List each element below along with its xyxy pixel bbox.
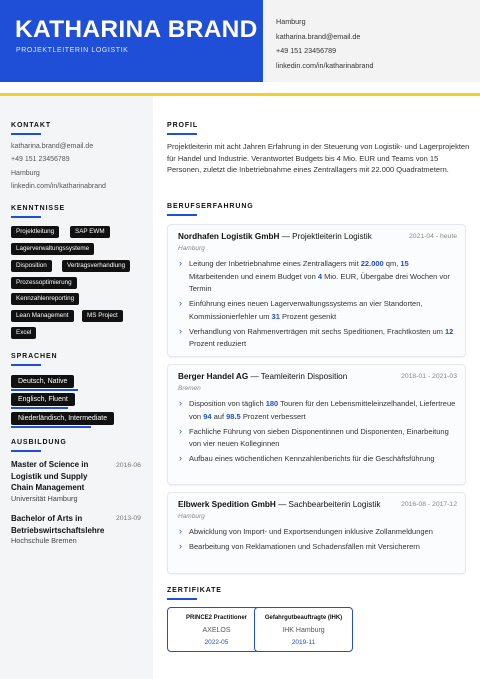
job-bullets [178,526,458,556]
education-date: 2016-06 [116,462,141,469]
skill-chip: Projektleitung [11,226,59,238]
certificate-issuer: AXELOS [202,627,231,634]
certificates-heading-underline [167,598,197,600]
skill-chip: Lagerverwaltungssysteme [11,243,94,255]
job-location: Hamburg [178,513,205,520]
certificate-name: PRINCE2 Practitioner [185,615,248,621]
job-title [178,232,372,241]
languages-heading-underline [11,364,41,366]
education-heading-underline [11,450,41,452]
job-role: — Teamleiterin Disposition [248,372,348,381]
certificate-date: 2019-11 [291,639,316,646]
header-city: Hamburg [276,17,306,26]
certificate-issuer: IHK Hamburg [282,627,325,634]
job-bullet: › Verhandlung von Rahmenverträgen mit sechs Speditionen, Frachtkosten um 12 Prozent reduziert [178,326,458,351]
skill-chip: Prozessoptimierung [11,277,77,289]
education-heading: AUSBILDUNG [11,439,67,446]
profile-heading-underline [167,133,197,135]
header-linkedin[interactable]: linkedin.com/in/katharinabrand [276,60,374,70]
certificate-name: Gefahrgutbeauftragte (IHK) [264,615,343,621]
job-company: Berger Handel AG [178,372,249,381]
contact-list [11,140,106,193]
education-date: 2013-09 [116,515,141,522]
skill-chip: Vertragsverhandlung [62,260,130,272]
job-date: 2021-04 - heute [409,233,457,240]
language-level-bar [11,389,78,391]
certificates-heading: ZERTIFIKATE [167,587,222,594]
candidate-name: KATHARINA BRAND [15,16,258,43]
certificate-card [254,607,353,652]
profile-heading: PROFIL [167,122,199,129]
job-role: — Sachbearbeiterin Logistik [275,500,381,509]
job-company: Elbwerk Spedition GmbH [178,500,276,509]
language-item: Englisch, Fluent [11,393,75,406]
job-card [167,224,466,357]
job-bullet: › Bearbeitung von Reklamationen und Schadensfällen mit Versicherern [178,541,458,554]
skills-heading-underline [11,216,41,218]
skill-chip: Kennzahlenreporting [11,293,79,305]
job-bullets [178,398,458,468]
job-card [167,364,466,485]
contact-city: Hamburg [11,169,40,177]
contact-email[interactable]: katharina.brand@email.de [11,143,94,150]
job-subtitle: PROJEKTLEITERIN LOGISTIK [16,47,129,54]
contact-heading: KONTAKT [11,122,51,129]
language-item: Niederländisch, Intermediate [11,412,114,425]
education-school: Universität Hamburg [11,494,78,503]
job-bullet: › Disposition von täglich 180 Touren für den Lebensmitteleinzelhandel, Liefertreue von 94 auf 98.5 Prozent verbessert [178,398,458,423]
job-date: 2016-08 - 2017-12 [401,501,457,508]
header-email[interactable]: katharina.brand@email.de [276,31,361,41]
languages-heading: SPRACHEN [11,353,58,360]
certificate-card [167,607,266,652]
job-title [178,372,347,381]
name-banner [0,0,263,82]
job-bullets [178,258,458,353]
job-bullet: › Aufbau eines wöchentlichen Kennzahlenberichts für die Geschäftsführung [178,453,458,466]
job-date: 2018-01 - 2021-03 [401,373,457,380]
job-bullet: › Leitung der Inbetriebnahme eines Zentrallagers mit 22.000 qm, 15 Mitarbeitenden und einem Budget von 4 Mio. EUR, Übergabe drei Wochen vor Termin [178,258,458,296]
skills-heading: KENNTNISSE [11,205,66,212]
job-bullet: › Abwicklung von Import- und Exportsendungen inklusive Zollanmeldungen [178,526,458,539]
skill-chip: SAP EWM [70,226,110,238]
education-school: Hochschule Bremen [11,536,77,545]
contact-phone[interactable]: +49 151 23456789 [11,156,70,164]
profile-text: Projektleiterin mit acht Jahren Erfahrung in der Steuerung von Logistik- und Lagerprojekten für Handel und Industrie. Verantwortet Budgets bis 4 Mio. EUR und Teams von 15 Personen, zuletzt die Inbetriebnahme eines Zentrallagers mit 22.000 Quadratmetern. [167,142,470,175]
contact-linkedin[interactable]: linkedin.com/in/katharinabrand [11,182,106,190]
language-item: Deutsch, Native [11,375,74,388]
header-contact [276,15,374,73]
job-title [178,500,381,509]
job-card [167,492,466,574]
job-role: — Projektleiterin Logistik [279,232,372,241]
experience-heading-underline [167,214,197,216]
skill-chip: Disposition [11,260,52,272]
skill-chip: Lean Management [11,310,74,322]
job-bullet: › Fachliche Führung von sieben Disponentinnen und Disponenten, Einarbeitung von vier neuen Kolleginnen [178,426,458,451]
job-location: Hamburg [178,245,205,252]
job-bullet: › Einführung eines neuen Lagerverwaltungssystems an vier Standorten, Kommissionierfehler um 31 Prozent gesenkt [178,298,458,323]
language-level-bar [11,407,68,409]
job-company: Nordhafen Logistik GmbH [178,232,280,241]
job-location: Bremen [178,385,201,392]
skill-chip: Excel [11,327,36,339]
certificate-date: 2022-05 [204,639,229,646]
education-degree: Master of Science in Logistik und Supply Chain Management [11,460,89,492]
header-phone[interactable]: +49 151 23456789 [276,46,337,55]
education-degree: Bachelor of Arts in Betriebswirtschaftslehre [11,514,105,535]
experience-heading: BERUFSERFAHRUNG [167,203,254,210]
contact-heading-underline [11,133,41,135]
language-level-bar [11,426,91,428]
skill-chip: MS Project [82,310,123,322]
